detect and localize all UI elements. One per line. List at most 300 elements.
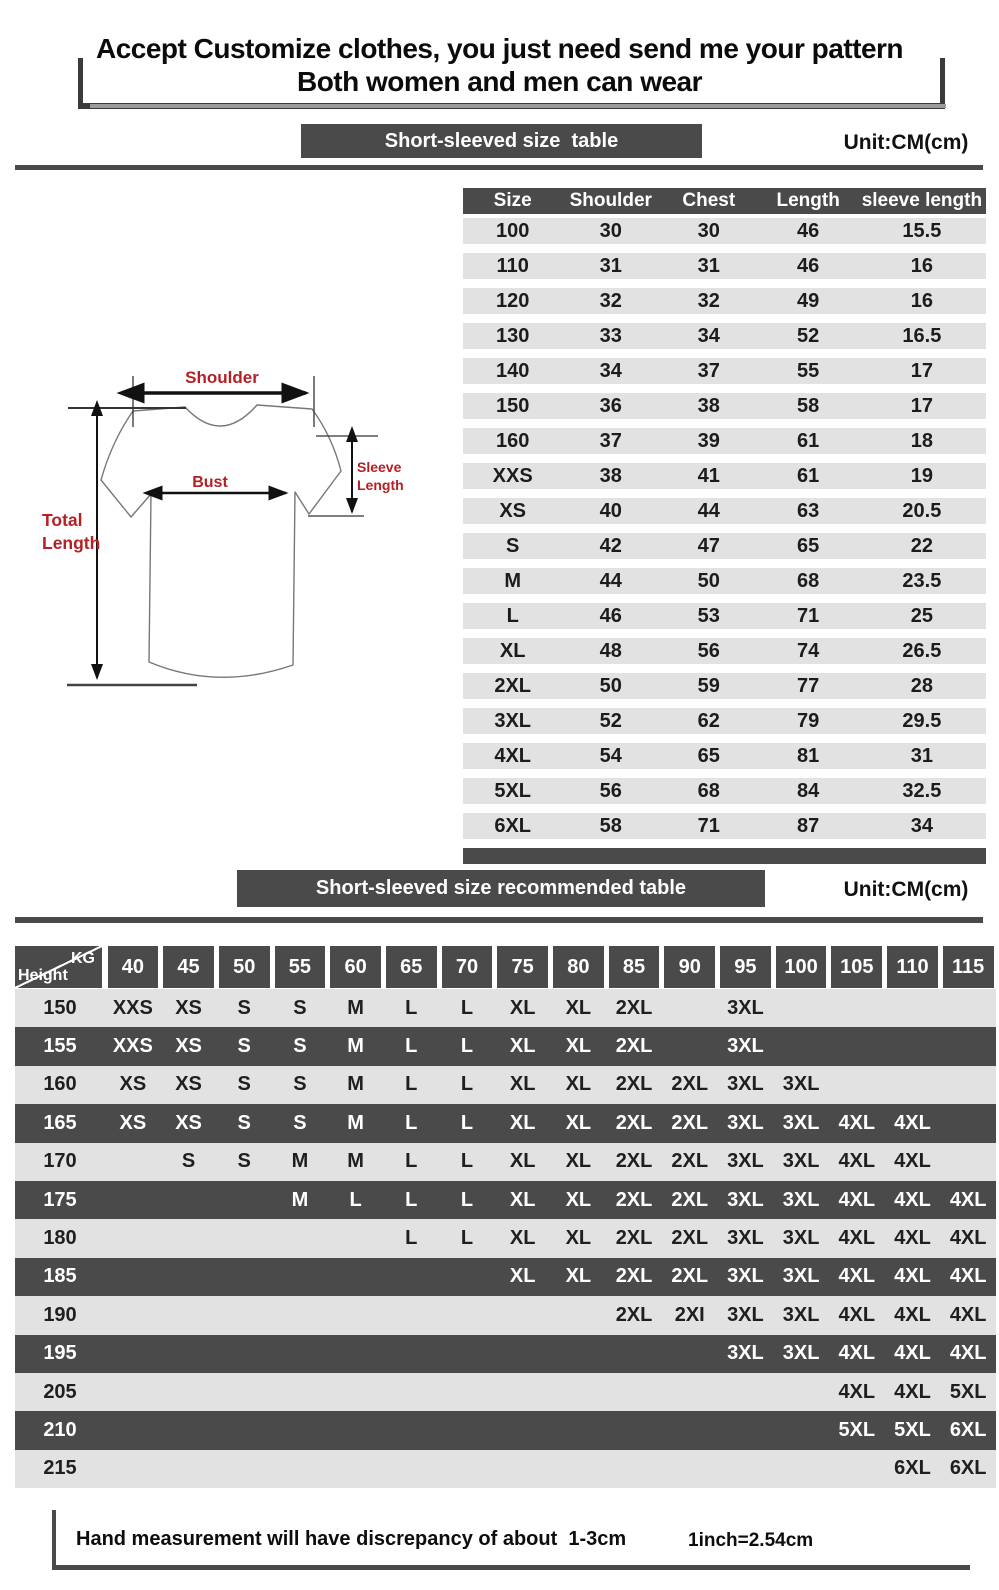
- recommended-header-row: [15, 946, 996, 988]
- size-table-cell: 19: [910, 464, 934, 487]
- recommendation-cell: XL: [509, 1035, 536, 1058]
- size-table-cell: 56: [599, 779, 622, 802]
- recommendation-cell: 4XL: [894, 1227, 931, 1250]
- size-table-row: [463, 673, 986, 699]
- recommendation-cell: 4XL: [838, 1227, 876, 1250]
- size-table-cell: 4XL: [494, 744, 532, 767]
- recommendation-cell: 2XL: [615, 996, 653, 1019]
- recommendation-cell: 2XL: [615, 1073, 653, 1096]
- size-table-row: [463, 253, 986, 279]
- size-table-cell: 32.5: [902, 779, 942, 802]
- recommendation-cell: XL: [509, 1150, 536, 1173]
- size-table-cell: 23.5: [902, 569, 942, 592]
- size-table-cell: 30: [697, 219, 720, 242]
- height-cell: 195: [43, 1342, 77, 1365]
- size-table-cell: 47: [697, 534, 720, 557]
- recommendation-cell: L: [460, 1035, 474, 1058]
- size-table-cell: 39: [697, 429, 720, 452]
- size-table-cell: 100: [495, 219, 530, 242]
- size-table-rows: [463, 218, 986, 839]
- size-table-cell: 31: [697, 254, 720, 277]
- size-table: [463, 188, 986, 864]
- size-table-cell: 52: [599, 709, 622, 732]
- recommendation-cell: S: [237, 1073, 251, 1096]
- size-table-row: [463, 743, 986, 769]
- recommended-row: [15, 989, 996, 1027]
- recommendation-cell: S: [293, 1111, 307, 1134]
- size-table-cell: 48: [599, 639, 622, 662]
- size-table-cell: 54: [599, 744, 622, 767]
- size-table-cell: 130: [495, 324, 530, 347]
- size-table-cell: 49: [797, 289, 820, 312]
- size-table-row: [463, 498, 986, 524]
- recommendation-cell: XS: [175, 996, 202, 1019]
- recommended-row: [15, 1258, 996, 1296]
- size-table-cell: 77: [797, 674, 820, 697]
- weight-header-cell: 80: [553, 946, 604, 988]
- recommendation-cell: 5XL: [894, 1418, 931, 1441]
- recommended-row: [15, 1143, 996, 1181]
- size-table-row: [463, 463, 986, 489]
- footer-bracket-vertical: [52, 1510, 56, 1570]
- size-table-cell: S: [506, 534, 520, 557]
- recommended-row: [15, 1066, 996, 1104]
- size-table-row: [463, 813, 986, 839]
- size-table-cell: 87: [797, 814, 820, 837]
- divider-line: [15, 917, 983, 923]
- footer-bracket-horizontal: [52, 1565, 970, 1570]
- recommendation-cell: XL: [509, 1265, 536, 1288]
- size-table-cell: 65: [797, 534, 820, 557]
- recommendation-cell: 2XL: [615, 1111, 653, 1134]
- size-table-cell: XS: [499, 499, 527, 522]
- recommendation-cell: L: [405, 1035, 418, 1058]
- recommendation-cell: 4XL: [949, 1342, 987, 1365]
- size-table-cell: 74: [797, 639, 820, 662]
- recommendation-cell: S: [237, 1111, 251, 1134]
- size-table-cell: 32: [697, 289, 720, 312]
- recommendation-cell: 3XL: [727, 1265, 764, 1288]
- recommendation-cell: L: [405, 1188, 418, 1211]
- recommendation-cell: 6XL: [949, 1418, 987, 1441]
- recommendation-cell: S: [293, 1035, 307, 1058]
- size-table-cell: 26.5: [902, 639, 942, 662]
- size-table-cell: 71: [697, 814, 720, 837]
- title-bracket-shadow: [90, 104, 946, 108]
- recommendation-cell: L: [460, 1073, 474, 1096]
- size-table-cell: 84: [797, 779, 820, 802]
- recommendation-cell: M: [347, 1073, 364, 1096]
- size-table-cell: 30: [599, 219, 622, 242]
- size-table-cell: 120: [495, 289, 530, 312]
- size-table-cell: 55: [797, 359, 820, 382]
- size-table-cell: 42: [599, 534, 622, 557]
- size-table-col-size: Size: [493, 190, 532, 211]
- bust-label: Bust: [192, 474, 228, 491]
- total-length-label-line2: Length: [42, 533, 101, 553]
- recommendation-cell: 5XL: [838, 1418, 876, 1441]
- size-table-cell: 15.5: [902, 219, 942, 242]
- tshirt-outline: [101, 405, 341, 677]
- recommendation-cell: 3XL: [782, 1265, 820, 1288]
- recommendation-cell: 2XL: [671, 1150, 709, 1173]
- size-table-cell: 16: [910, 254, 934, 277]
- recommendation-cell: S: [181, 1150, 196, 1173]
- recommended-row: [15, 1296, 996, 1334]
- size-table-cell: 32: [599, 289, 622, 312]
- title-bracket-decoration: [78, 58, 945, 109]
- recommendation-cell: S: [293, 996, 307, 1019]
- recommendation-cell: L: [405, 1111, 418, 1134]
- size-table-row: [463, 638, 986, 664]
- recommendation-cell: 4XL: [894, 1111, 931, 1134]
- tshirt-measurement-diagram: [20, 330, 460, 710]
- size-table-bottom-bar: [463, 848, 986, 864]
- recommendation-cell: XS: [119, 1111, 147, 1134]
- size-table-cell: 28: [910, 674, 934, 697]
- height-cell: 180: [43, 1227, 77, 1250]
- height-cell: 165: [43, 1111, 77, 1134]
- size-table-cell: 38: [697, 394, 720, 417]
- recommendation-cell: 5XL: [949, 1380, 987, 1403]
- size-table-cell: 34: [599, 359, 622, 382]
- shoulder-label: Shoulder: [185, 368, 259, 387]
- sleeve-label-line1: Sleeve: [357, 459, 402, 475]
- page-title-line2: Both women and men can wear: [296, 66, 703, 97]
- recommendation-cell: L: [405, 1227, 418, 1250]
- recommended-row: [15, 1104, 996, 1142]
- footer-conversion: 1inch=2.54cm: [688, 1530, 814, 1551]
- size-table-cell: 20.5: [902, 499, 942, 522]
- total-length-label-line1: Total: [42, 510, 83, 530]
- recommendation-cell: 4XL: [894, 1188, 931, 1211]
- page-title-line1: Accept Customize clothes, you just need send me your pattern: [95, 33, 904, 64]
- size-table-row: [463, 393, 986, 419]
- size-table-header-row: [463, 188, 986, 214]
- recommendation-cell: 3XL: [727, 1188, 764, 1211]
- height-cell: 170: [43, 1150, 77, 1173]
- size-table-cell: 61: [797, 429, 820, 452]
- recommendation-cell: XL: [565, 1035, 592, 1058]
- recommendation-cell: XL: [565, 1111, 592, 1134]
- recommendation-cell: 3XL: [782, 1073, 820, 1096]
- recommendation-cell: 4XL: [838, 1111, 876, 1134]
- recommendation-cell: 3XL: [727, 1111, 764, 1134]
- size-table-cell: 52: [797, 324, 820, 347]
- size-table-cell: 31: [910, 744, 934, 767]
- size-table-cell: 17: [910, 359, 934, 382]
- size-table-cell: 62: [697, 709, 720, 732]
- weight-header-cell: 110: [887, 946, 938, 988]
- recommendation-cell: XS: [119, 1073, 147, 1096]
- size-table-cell: 160: [495, 429, 530, 452]
- size-table-col-shoulder: Shoulder: [569, 190, 652, 211]
- kg-height-corner-cell: [15, 946, 102, 988]
- size-table-row: [463, 358, 986, 384]
- recommendation-cell: 4XL: [838, 1265, 876, 1288]
- height-cell: 160: [43, 1073, 77, 1096]
- size-table-cell: XL: [499, 639, 526, 662]
- recommended-row: [15, 1219, 996, 1257]
- sleeve-label-line2: Length: [357, 477, 404, 493]
- recommendation-cell: S: [237, 1035, 251, 1058]
- size-table-row: [463, 428, 986, 454]
- recommendation-cell: XL: [509, 996, 536, 1019]
- recommended-table-unit-label: Unit:CM(cm): [843, 878, 969, 901]
- recommended-row: [15, 1181, 996, 1219]
- weight-header-cell: 90: [664, 946, 715, 988]
- recommendation-cell: L: [460, 1227, 474, 1250]
- size-table-cell: 56: [697, 639, 720, 662]
- height-cell: 175: [43, 1188, 77, 1211]
- size-table-cell: 6XL: [494, 814, 532, 837]
- height-cell: 210: [43, 1418, 77, 1441]
- recommendation-cell: 3XL: [782, 1111, 820, 1134]
- size-table-cell: 81: [797, 744, 820, 767]
- size-table-row: [463, 533, 986, 559]
- recommendation-cell: 3XL: [727, 996, 764, 1019]
- recommendation-cell: L: [405, 1150, 418, 1173]
- recommendation-cell: S: [237, 1150, 251, 1173]
- recommendation-cell: 4XL: [838, 1188, 876, 1211]
- recommendation-cell: 3XL: [727, 1150, 764, 1173]
- recommendation-cell: 3XL: [782, 1188, 820, 1211]
- weight-header-cell: 95: [720, 946, 771, 988]
- size-table-cell: 50: [697, 569, 720, 592]
- size-table-cell: 59: [697, 674, 720, 697]
- recommendation-cell: M: [291, 1188, 309, 1211]
- recommendation-cell: M: [347, 996, 364, 1019]
- weight-header-cell: 70: [442, 946, 493, 988]
- size-table-cell: 17: [910, 394, 934, 417]
- recommendation-cell: 3XL: [782, 1342, 820, 1365]
- recommendation-cell: 2XL: [671, 1111, 709, 1134]
- size-table-cell: 31: [599, 254, 622, 277]
- size-table-cell: 37: [599, 429, 622, 452]
- size-table-cell: 25: [910, 604, 934, 627]
- recommendation-cell: L: [405, 996, 418, 1019]
- recommendation-cell: XL: [565, 1227, 592, 1250]
- recommended-row: [15, 1373, 996, 1411]
- recommendation-cell: S: [293, 1073, 307, 1096]
- recommendation-cell: S: [237, 996, 251, 1019]
- size-table-row: [463, 218, 986, 244]
- size-table-banner: Short-sleeved size table: [301, 124, 702, 158]
- recommendation-cell: 4XL: [949, 1227, 987, 1250]
- size-table-cell: 2XL: [494, 674, 532, 697]
- recommendation-cell: XL: [565, 996, 592, 1019]
- recommended-table-banner: Short-sleeved size recommended table: [237, 870, 765, 907]
- height-cell: 190: [43, 1303, 77, 1326]
- recommendation-cell: XL: [565, 1150, 592, 1173]
- recommendation-cell: 2XL: [615, 1303, 653, 1326]
- size-table-row: [463, 778, 986, 804]
- size-table-unit-label: Unit:CM(cm): [843, 131, 969, 154]
- size-table-cell: 79: [797, 709, 820, 732]
- size-table-cell: XXS: [492, 464, 533, 487]
- size-table-row: [463, 603, 986, 629]
- weight-header-cell: 55: [275, 946, 326, 988]
- recommendation-cell: 3XL: [782, 1303, 820, 1326]
- recommendation-cell: 4XL: [949, 1188, 987, 1211]
- footer-note: Hand measurement will have discrepancy of about 1-3cm: [76, 1528, 627, 1550]
- recommendation-cell: 3XL: [782, 1150, 820, 1173]
- recommendation-cell: 2XL: [615, 1227, 653, 1250]
- size-table-cell: 5XL: [494, 779, 532, 802]
- height-cell: 150: [43, 996, 77, 1019]
- size-table-cell: 41: [697, 464, 720, 487]
- recommendation-cell: XXS: [112, 996, 153, 1019]
- size-table-cell: 65: [697, 744, 720, 767]
- recommendation-cell: L: [460, 1188, 474, 1211]
- recommendation-cell: 3XL: [727, 1303, 764, 1326]
- recommendation-cell: 2XL: [671, 1073, 709, 1096]
- size-table-cell: 38: [599, 464, 622, 487]
- size-table-cell: L: [506, 604, 519, 627]
- recommendation-cell: 4XL: [894, 1380, 931, 1403]
- recommendation-cell: 2XL: [671, 1188, 709, 1211]
- recommendation-cell: 4XL: [838, 1380, 876, 1403]
- size-table-cell: 33: [599, 324, 622, 347]
- recommendation-cell: L: [460, 1150, 474, 1173]
- size-table-cell: 36: [599, 394, 622, 417]
- weight-header-cell: 100: [776, 946, 827, 988]
- recommendation-cell: 2XL: [671, 1265, 709, 1288]
- height-cell: 155: [43, 1035, 77, 1058]
- size-table-cell: 16: [910, 289, 934, 312]
- height-cell: 205: [43, 1380, 77, 1403]
- size-table-cell: 18: [910, 429, 934, 452]
- size-table-cell: 40: [599, 499, 622, 522]
- recommendation-cell: M: [347, 1035, 364, 1058]
- recommendation-cell: 2XL: [615, 1035, 653, 1058]
- recommendation-cell: M: [291, 1150, 309, 1173]
- size-table-cell: 46: [797, 219, 820, 242]
- weight-header-cell: 50: [219, 946, 270, 988]
- recommendation-cell: 2XL: [615, 1265, 653, 1288]
- size-table-cell: 58: [797, 394, 820, 417]
- recommended-row: [15, 1411, 996, 1449]
- recommendation-cell: 2XL: [615, 1150, 653, 1173]
- recommendation-cell: XXS: [112, 1035, 153, 1058]
- recommendation-cell: XL: [509, 1073, 536, 1096]
- size-table-cell: 63: [797, 499, 820, 522]
- recommendation-cell: 4XL: [894, 1150, 931, 1173]
- recommendation-cell: 4XL: [894, 1265, 931, 1288]
- recommendation-cell: 6XL: [894, 1457, 931, 1480]
- size-table-cell: 61: [797, 464, 820, 487]
- corner-height-label: Height: [18, 967, 68, 984]
- weight-header-cell: 75: [497, 946, 548, 988]
- size-table-cell: 68: [697, 779, 720, 802]
- recommendation-cell: XL: [509, 1188, 536, 1211]
- recommendation-cell: M: [347, 1111, 364, 1134]
- corner-kg-label: KG: [71, 950, 95, 967]
- recommendation-cell: 3XL: [727, 1073, 764, 1096]
- recommendation-cell: 3XL: [782, 1227, 820, 1250]
- recommended-row: [15, 1335, 996, 1373]
- size-table-cell: 34: [910, 814, 934, 837]
- recommendation-cell: 6XL: [949, 1457, 987, 1480]
- height-cell: 215: [43, 1457, 77, 1480]
- height-cell: 185: [43, 1265, 77, 1288]
- recommendation-cell: XS: [175, 1073, 202, 1096]
- recommendation-cell: 4XL: [894, 1303, 931, 1326]
- weight-header-cell: 40: [108, 946, 159, 988]
- divider-line: [15, 165, 983, 170]
- recommendation-cell: L: [460, 1111, 474, 1134]
- size-table-cell: 44: [697, 499, 720, 522]
- recommendation-cell: 2XL: [615, 1188, 653, 1211]
- size-table-cell: 53: [697, 604, 720, 627]
- recommendation-cell: 4XL: [949, 1265, 987, 1288]
- size-table-cell: 29.5: [902, 709, 942, 732]
- size-table-cell: 150: [495, 394, 530, 417]
- weight-header-cell: 45: [163, 946, 214, 988]
- size-table-cell: 110: [496, 254, 529, 277]
- weight-header-cell: 65: [386, 946, 437, 988]
- size-table-cell: 37: [697, 359, 720, 382]
- recommendation-cell: XL: [565, 1073, 592, 1096]
- size-table-cell: 71: [797, 604, 820, 627]
- weight-header-cell: 85: [609, 946, 660, 988]
- recommended-row: [15, 1450, 996, 1488]
- size-table-cell: 22: [910, 534, 934, 557]
- size-table-cell: 16.5: [902, 324, 942, 347]
- recommendation-cell: L: [460, 996, 474, 1019]
- recommendation-cell: 4XL: [838, 1303, 876, 1326]
- recommendation-cell: 4XL: [838, 1150, 876, 1173]
- recommendation-cell: XL: [509, 1227, 536, 1250]
- size-table-row: [463, 323, 986, 349]
- size-table-cell: 68: [797, 569, 820, 592]
- recommendation-cell: 3XL: [727, 1035, 764, 1058]
- size-table-cell: 58: [599, 814, 622, 837]
- size-table-cell: 50: [599, 674, 622, 697]
- recommendation-cell: M: [347, 1150, 364, 1173]
- size-table-cell: 44: [599, 569, 622, 592]
- size-table-cell: 34: [697, 324, 720, 347]
- size-table-row: [463, 568, 986, 594]
- recommendation-cell: 3XL: [727, 1227, 764, 1250]
- size-table-row: [463, 708, 986, 734]
- weight-header-cell: 105: [831, 946, 882, 988]
- recommendation-cell: XS: [175, 1111, 202, 1134]
- recommendation-cell: 2XL: [671, 1227, 709, 1250]
- size-table-cell: 3XL: [494, 709, 532, 732]
- size-table-cell: 46: [599, 604, 622, 627]
- size-table-cell: M: [504, 569, 522, 592]
- size-table-col-chest: Chest: [682, 190, 736, 211]
- recommendation-cell: 3XL: [727, 1342, 764, 1365]
- recommended-row: [15, 1027, 996, 1065]
- weight-header-cell: 60: [330, 946, 381, 988]
- recommendation-cell: 2XI: [674, 1303, 705, 1326]
- recommendation-cell: XL: [509, 1111, 536, 1134]
- size-table-row: [463, 288, 986, 314]
- recommendation-cell: L: [405, 1073, 418, 1096]
- size-table-cell: 46: [797, 254, 820, 277]
- size-table-col-sleeve: sleeve length: [861, 190, 983, 211]
- recommendation-cell: 4XL: [949, 1303, 987, 1326]
- size-table-col-length: Length: [776, 190, 840, 211]
- recommendation-cell: 4XL: [838, 1342, 876, 1365]
- weight-header-cell: 115: [943, 946, 994, 988]
- recommendation-cell: 4XL: [894, 1342, 931, 1365]
- recommendation-cell: L: [349, 1188, 362, 1211]
- recommendation-cell: XS: [175, 1035, 202, 1058]
- recommendation-cell: XL: [565, 1265, 592, 1288]
